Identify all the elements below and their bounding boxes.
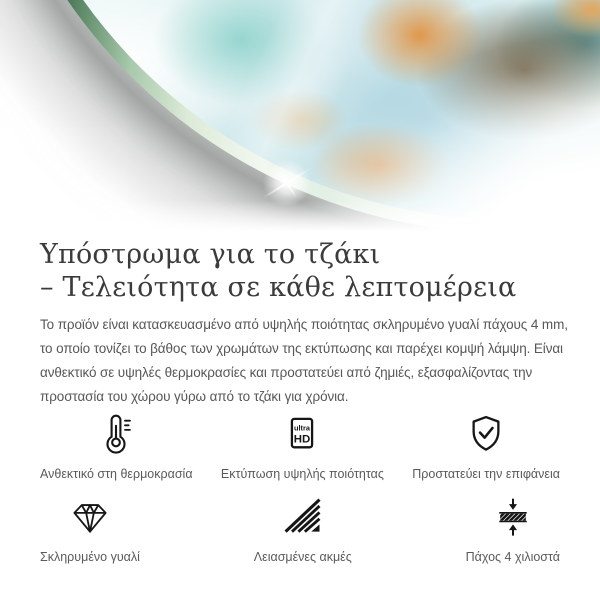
feature-label: Σκληρυμένο γυαλί xyxy=(40,550,140,564)
diamond-icon xyxy=(68,496,112,538)
feature-label: Προστατεύει την επιφάνεια xyxy=(412,467,560,481)
feature-label: Εκτύπωση υψηλής ποιότητας xyxy=(220,467,384,481)
title-line-1: Υπόστρωμα για το τζάκι xyxy=(40,239,381,270)
product-description xyxy=(40,313,568,409)
hero-section xyxy=(0,0,600,236)
feature-surface-protection xyxy=(412,413,560,481)
description-line: το οποίο τονίζει το βάθος των χρωμάτων της εκτύπωσης και παρέχει κομψή λάμψη. Είναι xyxy=(40,341,563,356)
ultra-hd-icon xyxy=(280,413,324,455)
description-line: Το προϊόν είναι κατασκευασμένο από υψηλής ποιότητας σκληρυμένο γυαλί πάχους 4 mm, xyxy=(40,317,568,332)
thickness-icon xyxy=(491,496,535,538)
polished-edges-icon xyxy=(281,496,325,538)
feature-tempered-glass xyxy=(40,496,140,564)
feature-thickness xyxy=(466,496,560,564)
title-line-2: – Τελειότητα σε κάθε λεπτομέρεια xyxy=(40,272,517,303)
feature-hd-print xyxy=(221,413,384,481)
content-section xyxy=(0,238,600,564)
description-line: προστασία του χώρου γύρω από το τζάκι για χρόνια. xyxy=(40,389,349,404)
svg-text:HD: HD xyxy=(294,433,311,446)
feature-polished-edges xyxy=(254,496,352,564)
shield-check-icon xyxy=(464,413,508,455)
svg-text:ultra: ultra xyxy=(294,423,311,433)
description-line: ανθεκτικό σε υψηλές θερμοκρασίες και προστατεύει από ζημιές, εξασφαλίζοντας την xyxy=(40,365,533,380)
features-row-2 xyxy=(40,496,560,564)
feature-label: Πάχος 4 χιλιοστά xyxy=(465,550,560,564)
thermometer-icon xyxy=(94,413,138,455)
feature-heat-resistant xyxy=(40,413,193,481)
features-grid xyxy=(40,413,560,564)
page-title xyxy=(40,238,560,304)
feature-label: Ανθεκτικό στη θερμοκρασία xyxy=(40,467,193,481)
features-row-1 xyxy=(40,413,560,481)
feature-label: Λειασμένες ακμές xyxy=(253,550,352,564)
